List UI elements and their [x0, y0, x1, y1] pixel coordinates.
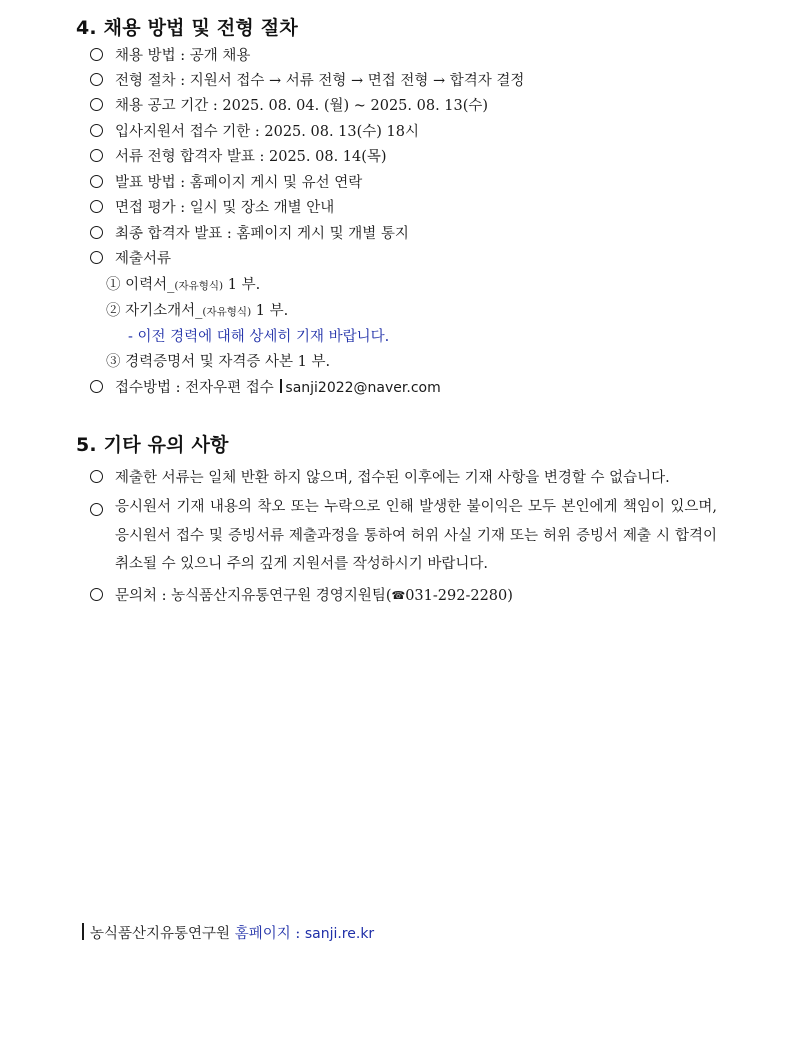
number-marker: ③ [106, 354, 121, 370]
section-5-title: 5. 기타 유의 사항 [76, 434, 229, 456]
submission-method: 접수방법 : 전자우편 접수 [115, 380, 274, 396]
posting-period: 채용 공고 기간 : 2025. 08. 04. (월) ~ 2025. 08. 13(수) [115, 98, 489, 114]
document-label: 경력증명서 및 자격증 사본 1 부. [125, 354, 331, 370]
document-suffix: 1 부. [223, 277, 261, 293]
circle-bullet-icon [90, 98, 103, 111]
circle-bullet-icon [90, 124, 103, 137]
contact-label: 문의처 : 농식품산지유통연구원 경영지원팀( [115, 588, 392, 604]
circle-bullet-icon [90, 48, 103, 61]
document-note: (자유형식) [174, 280, 224, 292]
application-deadline: 입사지원서 접수 기한 : 2025. 08. 13(수) 18시 [115, 124, 420, 140]
responsibility-notice: 응시원서 기재 내용의 착오 또는 누락으로 인해 발생한 불이익은 모두 본인에게 책임이 있으며, 응시원서 접수 및 증빙서류 제출과정을 통하여 허위 사실 기재 또는 허위 증빙서 제출 시 합격이 취소될 수 있으니 주의 깊게 지원서를 작성하시기 바랍니다. [115, 499, 717, 572]
required-documents: 제출서류 [115, 251, 172, 267]
footer-org: 농식품산지유통연구원 [90, 926, 231, 942]
document-label: 자기소개서_ [125, 303, 203, 319]
hiring-method: 채용 방법 : 공개 채용 [115, 48, 251, 64]
submission-email: sanji2022@naver.com [285, 380, 441, 396]
announcement-method: 발표 방법 : 홈페이지 게시 및 유선 연락 [115, 175, 363, 191]
circle-bullet-icon [90, 200, 103, 213]
divider [280, 379, 282, 393]
footer [90, 922, 374, 943]
number-marker: ② [106, 303, 121, 319]
final-result: 최종 합격자 발표 : 홈페이지 게시 및 개별 통지 [115, 226, 409, 242]
document-page: 4. 채용 방법 및 전형 절차 채용 방법 : 공개 채용 전형 절차 : 지원서 접수 → 서류 전형 → 면접 전형 → 합격자 결정 채용 공고 기간 : 2025. 08. 04. (월) ~ 2025. 08. 13(수) 입사지원서 접수 기한 : 2025. 08. 13(수) 18시 서류 전형 합격자 발표 : 2025. 08. 14(목) 발표 방법 : 홈페이지 게시 및 유선 연락 면접 평가 : 일시 및 장소 개별 안내 최종 합격자 발표 : 홈페이지 게시 및 개별 통지 제출서류 ① 이력서_(자유형식) 1 부. ② 자기소개서_(자유형식) 1 부. - 이전 경력에 대해 상세히 기재 바랍니다. ③ 경력증명서 및 자격증 사본 1 부. 접수방법 : 전자우편 접수 sanji2022@naver.com 5. 기타 유의 사항 제출한 서류는 일체 반환 하지 않으며, 접수된 이후에는 기재 사항을 변경할 수 없습니다. 응시원서 기재 내용의 착오 또는 누락으로 인해 발생한 불이익은 모두 본인에게 책임이 있으며, 응시원서 접수 및 증빙서류 제출과정을 통하여 허위 사실 기재 또는 허위 증빙서 제출 시 합격이 취소될 수 있으니 주의 깊게 지원서를 작성하시기 바랍니다. 문의처 : 농식품산지유통연구원 경영지원팀(☎031-292-2280) 농식품산지유통연구원 홈페이지 : sanji.re.kr [0, 0, 793, 1041]
circle-bullet-icon [90, 175, 103, 188]
circle-bullet-icon [90, 226, 103, 239]
document-result-date: 서류 전형 합격자 발표 : 2025. 08. 14(목) [115, 149, 387, 165]
no-return-notice: 제출한 서류는 일체 반환 하지 않으며, 접수된 이후에는 기재 사항을 변경할 수 없습니다. [115, 470, 670, 486]
document-label: 이력서_ [125, 277, 175, 293]
document-note: (자유형식) [202, 306, 252, 318]
circle-bullet-icon [90, 251, 103, 264]
section-4-title: 4. 채용 방법 및 전형 절차 [76, 17, 298, 39]
documents-note: - 이전 경력에 대해 상세히 기재 바랍니다. [128, 329, 390, 345]
circle-bullet-icon [90, 380, 103, 393]
circle-bullet-icon [90, 149, 103, 162]
circle-bullet-icon [90, 73, 103, 86]
phone-icon: ☎ [391, 589, 406, 602]
circle-bullet-icon [90, 503, 103, 516]
footer-homepage-label: 홈페이지 : [234, 926, 301, 942]
interview-evaluation: 면접 평가 : 일시 및 장소 개별 안내 [115, 200, 335, 216]
footer-homepage-link[interactable]: sanji.re.kr [304, 926, 375, 942]
document-suffix: 1 부. [251, 303, 289, 319]
contact-phone: 031-292-2280 [405, 588, 508, 604]
screening-process: 전형 절차 : 지원서 접수 → 서류 전형 → 면접 전형 → 합격자 결정 [115, 73, 525, 89]
footer-divider [82, 923, 84, 940]
circle-bullet-icon [90, 470, 103, 483]
circle-bullet-icon [90, 588, 103, 601]
number-marker: ① [106, 277, 121, 293]
